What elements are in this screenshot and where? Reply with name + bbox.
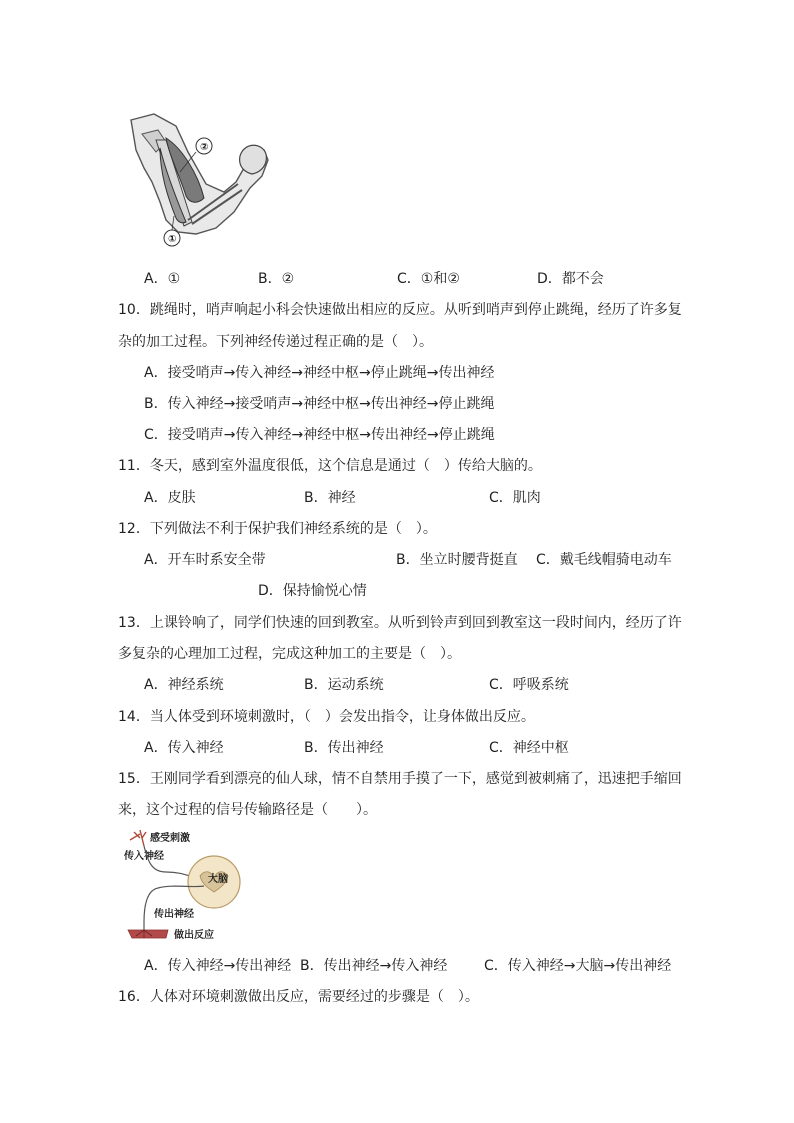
q11-option-b[interactable]: B．神经: [304, 490, 356, 506]
q15-option-a[interactable]: A．传入神经→传出神经: [144, 958, 292, 974]
q14-stem: 14．当人体受到环境刺激时，（ ）会发出指令，让身体做出反应。: [118, 709, 535, 725]
label-1: ①: [168, 234, 177, 245]
q14-option-c[interactable]: C．神经中枢: [489, 740, 569, 756]
q9-option-b[interactable]: B．②: [258, 271, 295, 287]
reflex-arc-figure: [122, 826, 248, 944]
q13-option-c[interactable]: C．呼吸系统: [489, 677, 569, 693]
q13-stem-line1: 13．上课铃响了，同学们快速的回到教室。从听到铃声到回到教室这一段时间内，经历了许: [118, 615, 682, 631]
q11-option-c[interactable]: C．肌肉: [489, 490, 541, 506]
q14-option-b[interactable]: B．传出神经: [304, 740, 384, 756]
q10-stem-line2: 杂的加工过程。下列神经传递过程正确的是（ ）。: [118, 334, 433, 350]
stimulus-label: 感受刺激: [150, 833, 190, 844]
q12-option-a[interactable]: A．开车时系安全带: [144, 552, 266, 568]
afferent-label: 传入神经: [124, 851, 164, 862]
q13-stem-line2: 多复杂的心理加工过程，完成这种加工的主要是（ ）。: [118, 646, 461, 662]
efferent-label: 传出神经: [154, 909, 194, 920]
brain-label: 大脑: [208, 874, 228, 885]
q15-stem-line1: 15．王刚同学看到漂亮的仙人球，情不自禁用手摸了一下，感觉到被刺痛了，迅速把手缩回: [118, 771, 682, 787]
q10-stem-line1: 10．跳绳时，哨声响起小科会快速做出相应的反应。从听到哨声到停止跳绳，经历了许多复: [118, 302, 682, 318]
q13-option-b[interactable]: B．运动系统: [304, 677, 384, 693]
q12-option-d[interactable]: D．保持愉悦心情: [258, 583, 367, 599]
q12-option-b[interactable]: B．坐立时腰背挺直: [396, 552, 518, 568]
q16-stem: 16．人体对环境刺激做出反应，需要经过的步骤是（ ）。: [118, 989, 479, 1005]
q9-option-c[interactable]: C．①和②: [397, 271, 460, 287]
q15-stem-line2: 来，这个过程的信号传输路径是（ ）。: [118, 802, 377, 818]
response-label: 做出反应: [174, 930, 214, 941]
q12-stem: 12．下列做法不利于保护我们神经系统的是（ ）。: [118, 521, 437, 537]
q10-option-a[interactable]: A．接受哨声→传入神经→神经中枢→停止跳绳→传出神经: [144, 365, 495, 381]
q14-option-a[interactable]: A．传入神经: [144, 740, 224, 756]
q15-option-b[interactable]: B．传出神经→传入神经: [300, 958, 448, 974]
q12-option-c[interactable]: C．戴毛线帽骑电动车: [536, 552, 672, 568]
effector-muscle: [128, 930, 168, 938]
q13-option-a[interactable]: A．神经系统: [144, 677, 224, 693]
q11-option-a[interactable]: A．皮肤: [144, 490, 196, 506]
label-2: ②: [200, 142, 209, 153]
q10-option-c[interactable]: C．接受哨声→传入神经→神经中枢→传出神经→停止跳绳: [144, 427, 495, 443]
q9-option-d[interactable]: D．都不会: [537, 271, 604, 287]
arm-muscle-figure: [126, 112, 276, 248]
q11-stem: 11．冬天，感到室外温度很低，这个信息是通过（ ）传给大脑的。: [118, 458, 542, 474]
q9-option-a[interactable]: A．①: [144, 271, 181, 287]
stimulus-receptor: [130, 830, 146, 846]
q15-option-c[interactable]: C．传入神经→大脑→传出神经: [484, 958, 672, 974]
q10-option-b[interactable]: B．传入神经→接受哨声→神经中枢→传出神经→停止跳绳: [144, 396, 495, 412]
